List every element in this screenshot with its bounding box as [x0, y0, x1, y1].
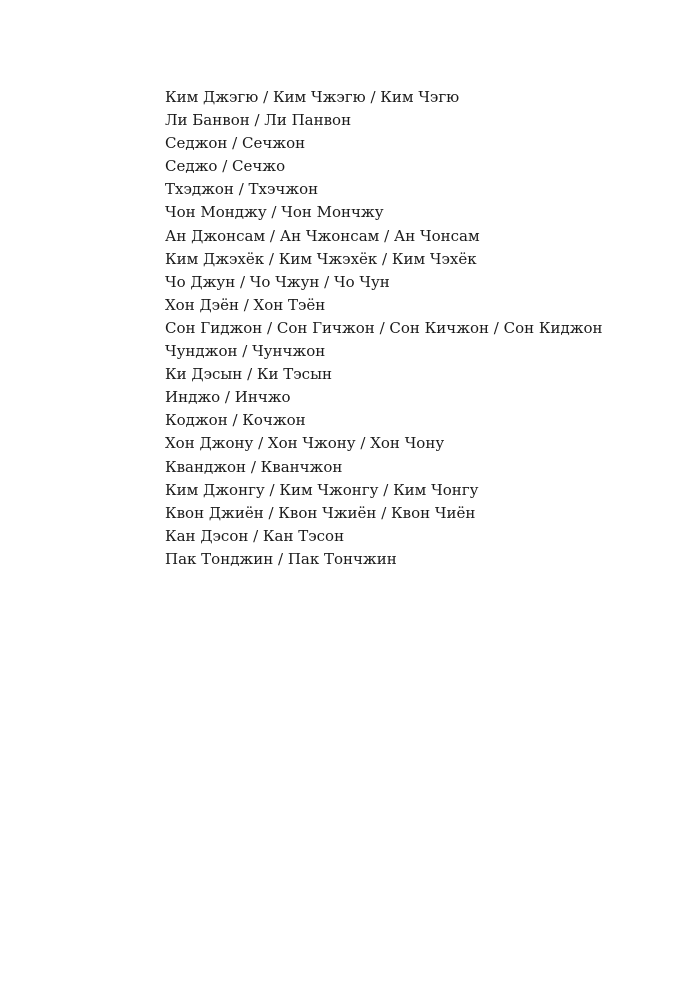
- list-item: Седжо / Сечжо: [165, 157, 286, 176]
- list-item: Ким Джонгу / Ким Чжонгу / Ким Чонгу: [165, 480, 479, 499]
- list-item: Кан Дэсон / Кан Тэсон: [165, 526, 345, 545]
- list-item: Ли Банвон / Ли Панвон: [165, 111, 352, 130]
- list-item: Хон Дэён / Хон Тэён: [165, 295, 326, 314]
- name-variants-list: [165, 86, 603, 571]
- list-item: Чунджон / Чунчжон: [165, 342, 326, 361]
- list-item: Инджо / Инчжо: [165, 388, 291, 407]
- list-item: Пак Тонджин / Пак Тончжин: [165, 549, 397, 568]
- list-item: Ки Дэсын / Ки Тэсын: [165, 365, 333, 384]
- list-item: Ан Джонсам / Ан Чжонсам / Ан Чонсам: [165, 226, 480, 245]
- list-item: Седжон / Сечжон: [165, 134, 306, 153]
- list-item: Чон Монджу / Чон Мончжу: [165, 203, 384, 222]
- list-item: Чо Джун / Чо Чжун / Чо Чун: [165, 272, 390, 291]
- list-item: Ким Джэхёк / Ким Чжэхёк / Ким Чэхёк: [165, 249, 477, 268]
- list-item: Квон Джиён / Квон Чжиён / Квон Чиён: [165, 503, 476, 522]
- list-item: Коджон / Кочжон: [165, 411, 306, 430]
- list-item: Хон Джону / Хон Чжону / Хон Чону: [165, 434, 445, 453]
- list-item: Кванджон / Кванчжон: [165, 457, 343, 476]
- list-item: Сон Гиджон / Сон Гичжон / Сон Кичжон / Сон Киджон: [165, 318, 603, 337]
- list-item: Тхэджон / Тхэчжон: [165, 180, 319, 199]
- list-item: Ким Джэгю / Ким Чжэгю / Ким Чэгю: [165, 88, 460, 106]
